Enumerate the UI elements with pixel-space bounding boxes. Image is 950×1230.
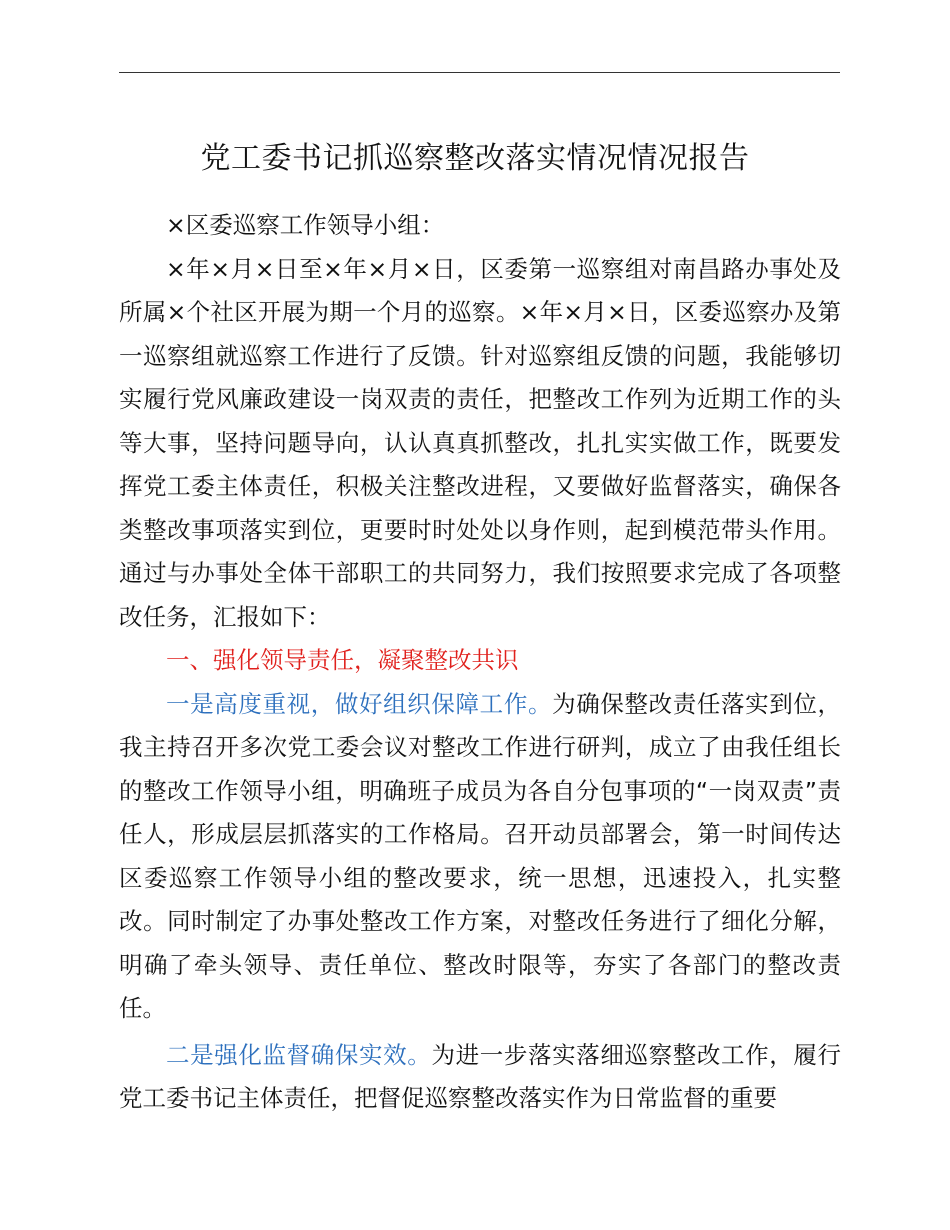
point-paragraph-2: [119, 1034, 841, 1121]
point-body-2: 为进一步落实落细巡察整改工作，履行党工委书记主体责任，把督促巡察整改落实作为日常监督的重要: [119, 1040, 842, 1112]
point-lead-1: 一是高度重视，做好组织保障工作。: [166, 689, 553, 718]
salutation: ×区委巡察工作领导小组：: [166, 211, 445, 239]
point-body-1: 为确保整改责任落实到位，我主持召开多次党工委会议对整改工作进行研判，成立了由我任组长的整改工作领导小组，明确班子成员为各自分包事项的“一岗双责”责任人，形成层层抓落实的工作格局。召开动员部署会，第一时间传达区委巡察工作领导小组的整改要求，统一思想，迅速投入，扎实整改。同时制定了办事处整改工作方案，对整改任务进行了细化分解，明确了牵头领导、责任单位、整改时限等，夯实了各部门的整改责任。: [119, 689, 842, 1022]
point-paragraph-1: [119, 683, 841, 1031]
document-body: [119, 204, 841, 1121]
intro-paragraph: ×年×月×日至×年×月×日，区委第一巡察组对南昌路办事处及所属×个社区开展为期一个月的巡察。×年×月×日，区委巡察办及第一巡察组就巡察工作进行了反馈。针对巡察组反馈的问题，我能够切实履行党风廉政建设一岗双责的责任，把整改工作列为近期工作的头等大事，坚持问题导向，认认真真抓整改，扎扎实实做工作，既要发挥党工委主体责任，积极关注整改进程，又要做好监督落实，确保各类整改事项落实到位，更要时时处处以身作则，起到模范带头作用。通过与办事处全体干部职工的共同努力，我们按照要求完成了各项整改任务，汇报如下：: [119, 254, 841, 631]
section-heading-1: 一、强化领导责任，凝聚整改共识: [166, 646, 519, 674]
point-lead-2: 二是强化监督确保实效。: [166, 1040, 432, 1069]
document-title: 党工委书记抓巡察整改落实情况情况报告: [200, 141, 750, 176]
header-rule: [119, 72, 840, 73]
